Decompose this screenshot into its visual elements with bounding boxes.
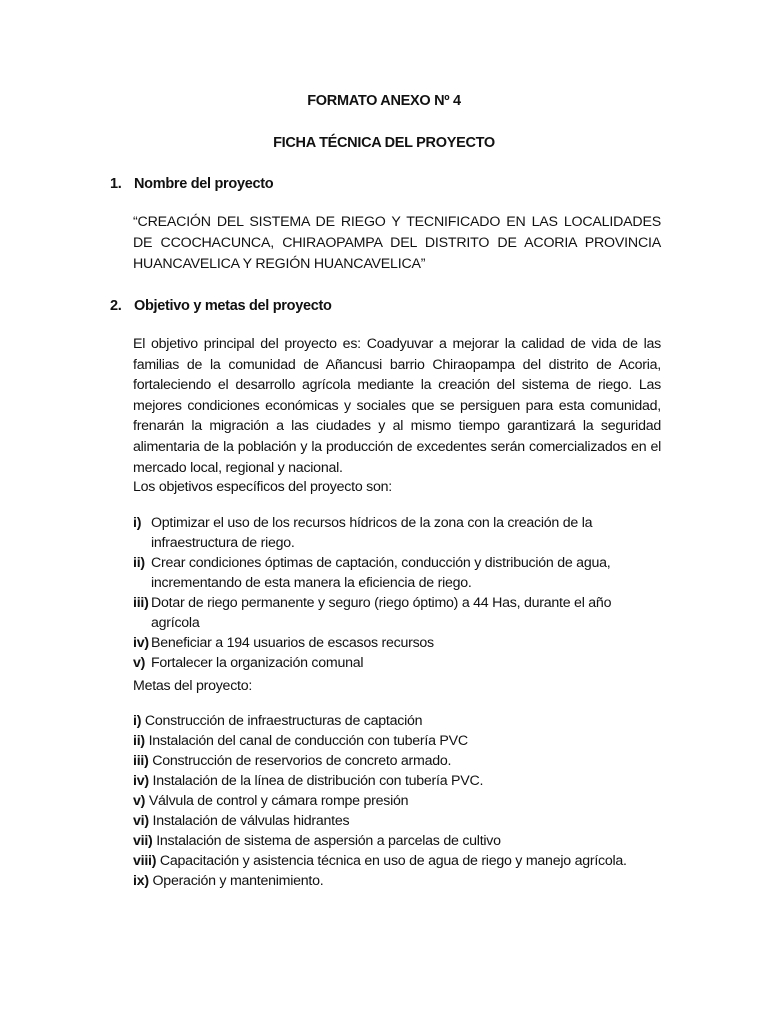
list-item (133, 751, 663, 771)
list-item-text: Capacitación y asistencia técnica en uso de agua de riego y manejo agrícola. (159, 853, 627, 869)
list-item (133, 851, 663, 871)
list-item-text: Instalación del canal de conducción con tubería PVC (148, 733, 468, 749)
list-item-text: Beneficiar a 194 usuarios de escasos recursos (151, 635, 434, 651)
list-marker: ix) (133, 873, 149, 889)
list-marker: v) (133, 655, 146, 671)
list-item (133, 771, 663, 791)
section-1-heading (110, 176, 273, 192)
goals-label: Metas del proyecto: (133, 678, 253, 694)
list-item-text: Fortalecer la organización comunal (151, 655, 364, 671)
list-marker: vii) (133, 833, 153, 849)
list-marker: iii) (133, 753, 149, 769)
list-marker: v) (133, 793, 146, 809)
list-item-text: Operación y mantenimiento. (152, 873, 324, 889)
list-item-text: Válvula de control y cámara rompe presión (148, 793, 409, 809)
main-objective-paragraph: El objetivo principal del proyecto es: Coadyuvar a mejorar la calidad de vida de las familias de la comunidad de Añancusi barrio Chiraopampa del distrito de Acoria, fortaleciendo el desarrollo agrícola mediante la creación del sistema de riego. Las mejores condiciones económicas y sociales que se persiguen para esta comunidad, frenarán la migración a las ciudades y al mismo tiempo garantizará la seguridad alimentaria de la población y la producción de excedentes serán comercializados en el mercado local, regional y nacional. (133, 336, 661, 476)
list-marker: viii) (133, 853, 157, 869)
list-item-text: Dotar de riego permanente y seguro (riego óptimo) a 44 Has, durante el año agrícola (151, 595, 612, 631)
list-item (133, 831, 663, 851)
objectives-label: Los objetivos específicos del proyecto son: (133, 479, 392, 495)
section-1-title: Nombre del proyecto (134, 176, 274, 192)
list-marker: vi) (133, 813, 149, 829)
list-item-text: Optimizar el uso de los recursos hídricos de la zona con la creación de la infraestructura de riego. (151, 515, 593, 551)
section-2-number: 2. (110, 298, 122, 314)
section-2-heading (110, 298, 332, 314)
list-marker: ii) (133, 733, 145, 749)
list-item-text: Instalación de sistema de aspersión a parcelas de cultivo (156, 833, 501, 849)
document-title: FORMATO ANEXO Nº 4 (307, 93, 461, 109)
list-item (133, 871, 663, 891)
list-item-text: Instalación de la línea de distribución con tubería PVC. (152, 773, 484, 789)
list-marker: iv) (133, 635, 149, 651)
list-item (133, 553, 663, 593)
list-item-text: Instalación de válvulas hidrantes (152, 813, 350, 829)
list-item (133, 653, 663, 673)
project-name-text: “CREACIÓN DEL SISTEMA DE RIEGO Y TECNIFICADO EN LAS LOCALIDADES DE CCOCHACUNCA, CHIRAOPAMPA DEL DISTRITO DE ACORIA PROVINCIA HUANCAVELICA Y REGIÓN HUANCAVELICA” (133, 214, 661, 272)
list-item (133, 711, 663, 731)
list-item (133, 633, 663, 653)
list-marker: ii) (133, 555, 145, 571)
document-subtitle: FICHA TÉCNICA DEL PROYECTO (273, 135, 495, 151)
list-item-text: Construcción de infraestructuras de captación (144, 713, 423, 729)
list-marker: i) (133, 713, 142, 729)
list-item-text: Crear condiciones óptimas de captación, conducción y distribución de agua, incrementando de esta manera la eficiencia de riego. (151, 555, 611, 591)
specific-objectives-list (133, 513, 663, 673)
list-item-text: Construcción de reservorios de concreto armado. (152, 753, 452, 769)
list-marker: i) (133, 515, 142, 531)
list-item (133, 791, 663, 811)
list-item (133, 811, 663, 831)
list-item (133, 513, 663, 553)
list-item (133, 731, 663, 751)
list-marker: iv) (133, 773, 149, 789)
list-marker: iii) (133, 595, 149, 611)
section-1-number: 1. (110, 176, 122, 192)
project-goals-list (133, 711, 663, 891)
list-item (133, 593, 663, 633)
section-2-title: Objetivo y metas del proyecto (134, 298, 332, 314)
